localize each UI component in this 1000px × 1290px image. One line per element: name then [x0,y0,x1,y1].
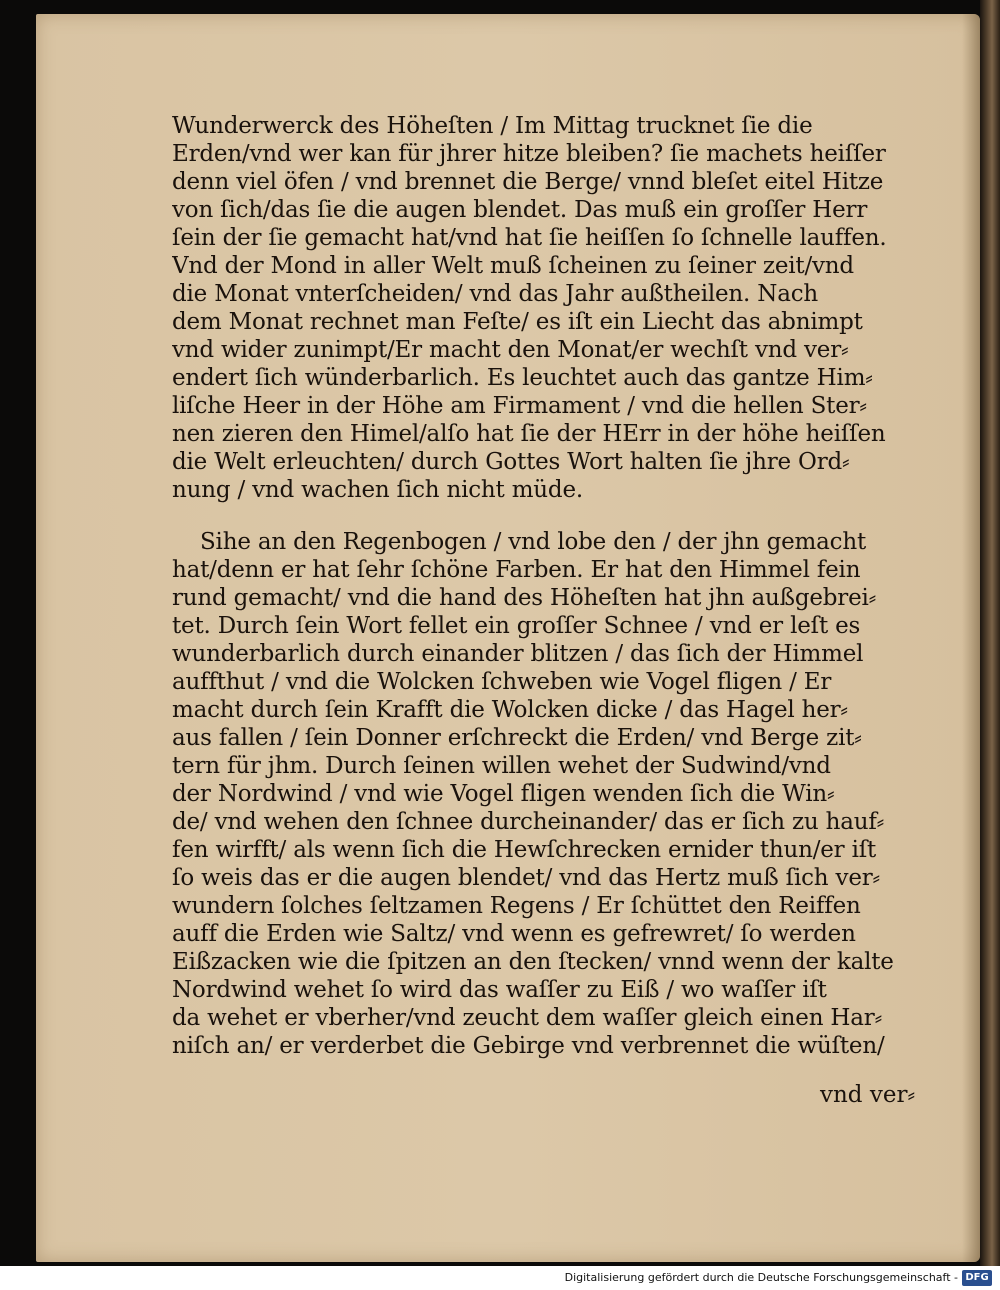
text-line: niſch an/ er verderbet die Gebirge vnd verbrennet die wüſten/ [172,1033,885,1059]
text-line: Nordwind wehet ſo wird das waſſer zu Eiß / wo waſſer iſt [172,977,827,1003]
text-line: ſein der ſie gemacht hat/vnd hat ſie heiſſen ſo ſchnelle lauffen. [172,225,887,251]
text-line: Erden/vnd wer kan für jhrer hitze bleiben? ſie machets heiſſer [172,141,886,167]
text-line: die Welt erleuchten/ durch Gottes Wort halten ſie jhre Ord⸗ [172,449,850,475]
text-line: tet. Durch ſein Wort fellet ein groſſer Schnee / vnd er leſt es [172,613,861,639]
text-line: vnd wider zunimpt/Er macht den Monat/er wechſt vnd ver⸗ [172,337,849,363]
text-line: dem Monat rechnet man Feſte/ es iſt ein Liecht das abnimpt [172,309,863,335]
dfg-logo: DFG [962,1270,992,1286]
catchword: vnd ver⸗ [820,1082,916,1108]
page-text [172,112,932,1060]
text-line: der Nordwind / vnd wie Vogel fligen wenden ſich die Win⸗ [172,781,835,807]
text-line: wunderbarlich durch einander blitzen / das ſich der Himmel [172,641,864,667]
text-line: auffthut / vnd die Wolcken ſchweben wie Vogel fligen / Er [172,669,832,695]
paragraph-1 [172,112,932,504]
text-line: die Monat vnterſcheiden/ vnd das Jahr außtheilen. Nach [172,281,819,307]
text-line: macht durch ſein Krafft die Wolcken dicke / das Hagel her⸗ [172,697,848,723]
text-line: wundern ſolches ſeltzamen Regens / Er ſchüttet den Reiffen [172,893,861,919]
text-line: nen zieren den Himel/alſo hat ſie der HErr in der höhe heiſſen [172,421,886,447]
text-line: Vnd der Mond in aller Welt muß ſcheinen zu ſeiner zeit/vnd [172,253,854,279]
text-line: tern für jhm. Durch ſeinen willen wehet der Sudwind/vnd [172,753,831,779]
text-line: denn viel öfen / vnd brennet die Berge/ vnnd bleſet eitel Hitze [172,169,884,195]
text-line: nung / vnd wachen ſich nicht müde. [172,477,583,503]
text-line: von ſich/das ſie die augen blendet. Das muß ein groſſer Herr [172,197,868,223]
text-line: aus fallen / ſein Donner erſchreckt die Erden/ vnd Berge zit⸗ [172,725,862,751]
page-gutter-shadow [962,14,980,1262]
text-line: da wehet er vberher/vnd zeucht dem waſſer gleich einen Har⸗ [172,1005,883,1031]
funding-credit: Digitalisierung gefördert durch die Deutsche Forschungsgemeinschaft - [564,1271,958,1284]
paragraph-gap [172,504,932,528]
text-line: endert ſich wünderbarlich. Es leuchtet auch das gantze Him⸗ [172,365,873,391]
text-line: auff die Erden wie Saltz/ vnd wenn es gefrewret/ ſo werden [172,921,856,947]
paragraph-2 [172,528,932,1060]
text-line: Wunderwerck des Höheſten / Im Mittag trucknet ſie die [172,113,813,139]
text-line: ſo weis das er die augen blendet/ vnd das Hertz muß ſich ver⸗ [172,865,880,891]
text-line: fen wirfft/ als wenn ſich die Hewſchrecken ernider thun/er iſt [172,837,877,863]
text-line: liſche Heer in der Höhe am Firmament / vnd die hellen Ster⸗ [172,393,867,419]
text-line: de/ vnd wehen den ſchnee durcheinander/ das er ſich zu hauf⸗ [172,809,885,835]
text-line: hat/denn er hat ſehr ſchöne Farben. Er hat den Himmel fein [172,557,861,583]
text-line: Sihe an den Regenbogen / vnd lobe den / der jhn gemacht [200,529,867,555]
book-edge [980,0,1000,1266]
text-line: Eißzacken wie die ſpitzen an den ſtecken/ vnnd wenn der kalte [172,949,894,975]
footer-bar [0,1266,1000,1290]
text-line: rund gemacht/ vnd die hand des Höheſten hat jhn außgebrei⸗ [172,585,877,611]
